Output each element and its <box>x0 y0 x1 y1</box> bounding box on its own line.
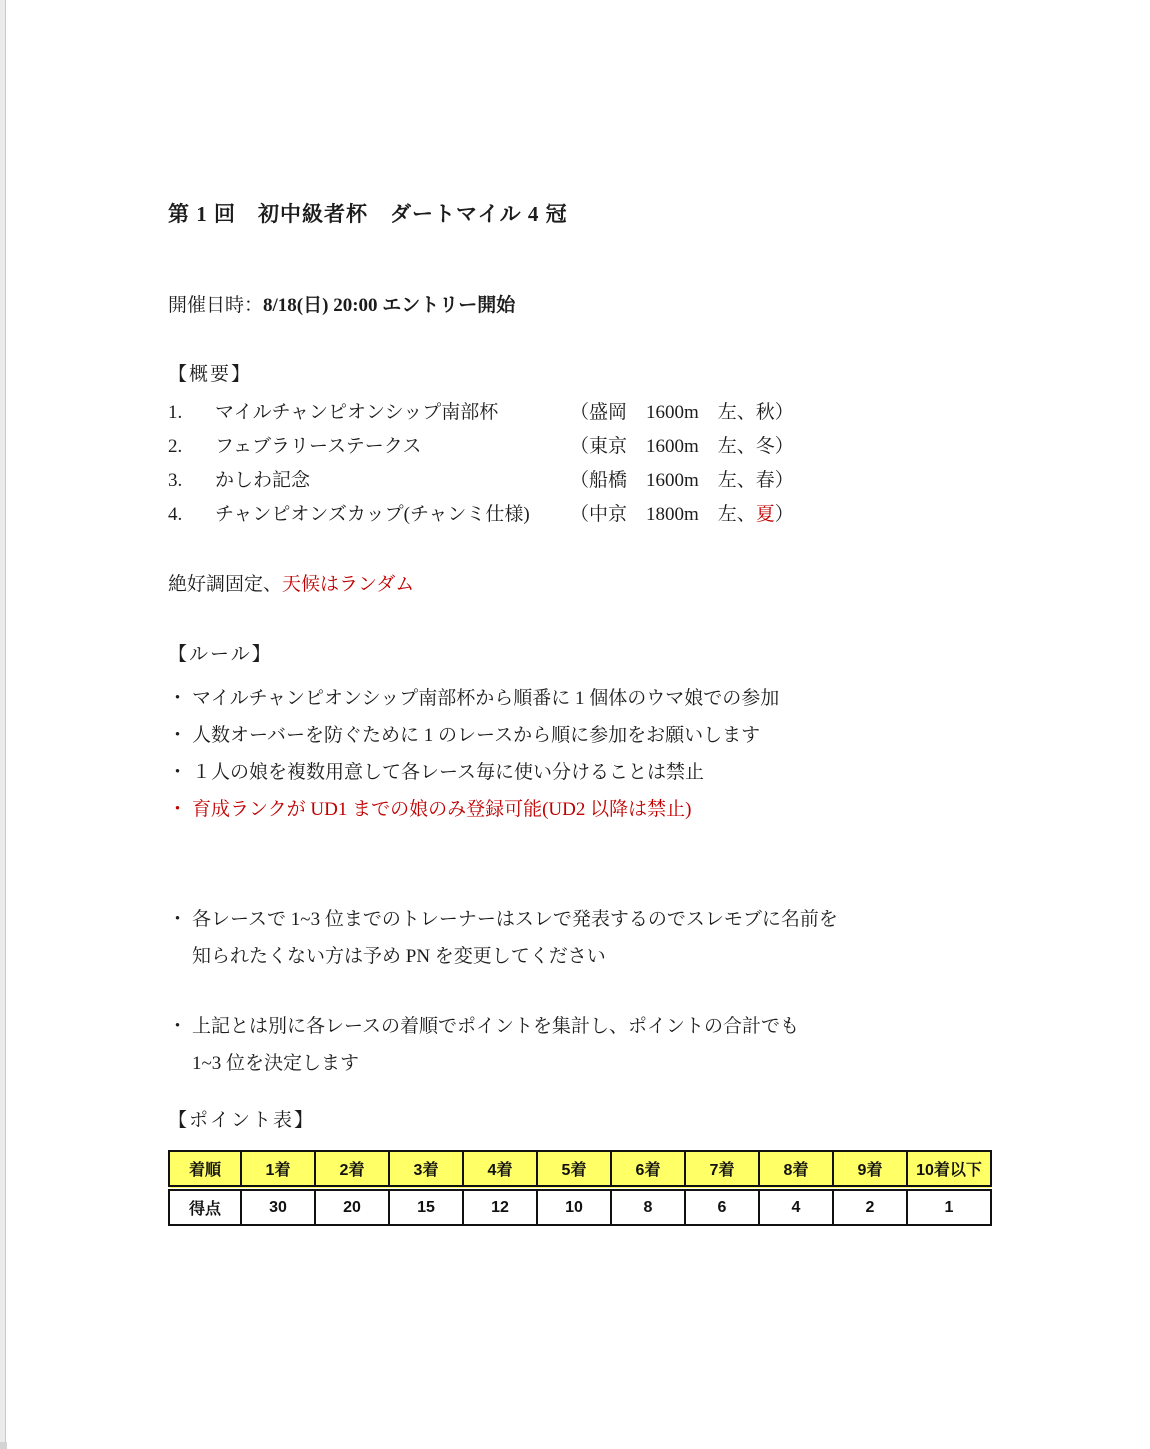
points-header-row <box>169 1151 991 1188</box>
note-text <box>192 901 998 975</box>
rule-item-1 <box>168 680 998 717</box>
race-number: 3. <box>168 470 183 491</box>
points-value-cell: 30 <box>241 1188 315 1225</box>
points-header-cell: 2着 <box>315 1151 389 1188</box>
note-line-2: 1~3 位を決定します <box>192 1053 360 1074</box>
bullet-marker: ・ <box>168 799 188 820</box>
rules-heading: 【ルール】 <box>168 644 273 665</box>
page-title: 第 1 回 初中級者杯 ダートマイル 4 冠 <box>168 202 568 226</box>
note-text <box>192 1008 998 1082</box>
event-datetime-label: 開催日時： <box>168 295 264 316</box>
bullet-marker: ・ <box>168 1016 188 1037</box>
race-track-info <box>570 498 794 532</box>
race-number: 1. <box>168 402 183 423</box>
condition-weather-red-text: 天候はランダム <box>282 574 415 595</box>
race-name: チャンピオンズカップ(チャンミ仕様) <box>215 504 530 525</box>
points-value-cell: 1 <box>907 1188 991 1225</box>
condition-line <box>168 572 998 597</box>
points-header-cell: 6着 <box>611 1151 685 1188</box>
note-line-1: 各レースで 1~3 位までのトレーナーはスレで発表するのでスレモブに名前を <box>192 909 838 930</box>
race-number: 2. <box>168 436 183 457</box>
race-row-2 <box>168 430 998 464</box>
race-number: 4. <box>168 504 183 525</box>
rule-text: 人数オーバーを防ぐために 1 のレースから順に参加をお願いします <box>192 725 761 746</box>
document-body <box>168 0 998 1226</box>
points-heading: 【ポイント表】 <box>168 1110 316 1131</box>
event-datetime-value: 8/18(日) 20:00 エントリー開始 <box>263 295 516 316</box>
race-track-info: （盛岡 1600m 左、秋） <box>570 402 794 423</box>
note-line-2: 知られたくない方は予め PN を変更してください <box>192 946 606 967</box>
points-value-cell: 15 <box>389 1188 463 1225</box>
points-header-cell: 9着 <box>833 1151 907 1188</box>
points-value-cell: 4 <box>759 1188 833 1225</box>
race-track-suffix: ） <box>774 504 794 525</box>
points-value-row <box>169 1188 991 1225</box>
points-value-cell: 6 <box>685 1188 759 1225</box>
rule-text: マイルチャンピオンシップ南部杯から順番に 1 個体のウマ娘での参加 <box>192 688 780 709</box>
points-value-cell: 20 <box>315 1188 389 1225</box>
points-value-cell: 10 <box>537 1188 611 1225</box>
race-list <box>168 396 998 532</box>
event-datetime-line <box>168 293 998 318</box>
points-value-cell: 得点 <box>169 1188 241 1225</box>
note-line-1: 上記とは別に各レースの着順でポイントを集計し、ポイントの合計でも <box>192 1016 800 1037</box>
points-header-cell: 5着 <box>537 1151 611 1188</box>
rule-item-3 <box>168 754 998 791</box>
race-track-info: （東京 1600m 左、冬） <box>570 436 794 457</box>
rule-text-red: 育成ランクが UD1 までの娘のみ登録可能(UD2 以降は禁止) <box>192 799 692 820</box>
rule-text: １人の娘を複数用意して各レース毎に使い分けることは禁止 <box>192 762 705 783</box>
points-value-cell: 2 <box>833 1188 907 1225</box>
points-header-cell: 1着 <box>241 1151 315 1188</box>
race-row-1 <box>168 396 998 430</box>
points-value-cell: 12 <box>463 1188 537 1225</box>
race-name: マイルチャンピオンシップ南部杯 <box>215 402 499 423</box>
viewer-corner-mark <box>0 1442 7 1449</box>
race-track-prefix: （中京 1800m 左、 <box>570 504 756 525</box>
note-item-1 <box>168 901 998 975</box>
race-row-3 <box>168 464 998 498</box>
rule-item-2 <box>168 717 998 754</box>
race-track-info: （船橋 1600m 左、春） <box>570 470 794 491</box>
points-header-cell: 7着 <box>685 1151 759 1188</box>
race-track-season-red: 夏 <box>755 504 775 525</box>
bullet-marker: ・ <box>168 725 188 746</box>
points-header-cell: 3着 <box>389 1151 463 1188</box>
viewer-left-edge <box>0 0 6 1449</box>
rules-list <box>168 680 998 828</box>
rule-item-4 <box>168 791 998 828</box>
points-value-cell: 8 <box>611 1188 685 1225</box>
points-header-cell: 着順 <box>169 1151 241 1188</box>
note-item-2 <box>168 1008 998 1082</box>
bullet-marker: ・ <box>168 688 188 709</box>
race-row-4 <box>168 498 998 532</box>
points-header-cell: 10着以下 <box>907 1151 991 1188</box>
race-name: かしわ記念 <box>215 470 311 491</box>
points-table <box>168 1150 992 1226</box>
bullet-marker: ・ <box>168 909 188 930</box>
points-header-cell: 8着 <box>759 1151 833 1188</box>
condition-fixed-text: 絶好調固定、 <box>168 574 283 595</box>
bullet-marker: ・ <box>168 762 188 783</box>
points-header-cell: 4着 <box>463 1151 537 1188</box>
overview-heading: 【概要】 <box>168 364 253 385</box>
race-name: フェブラリーステークス <box>215 436 422 457</box>
